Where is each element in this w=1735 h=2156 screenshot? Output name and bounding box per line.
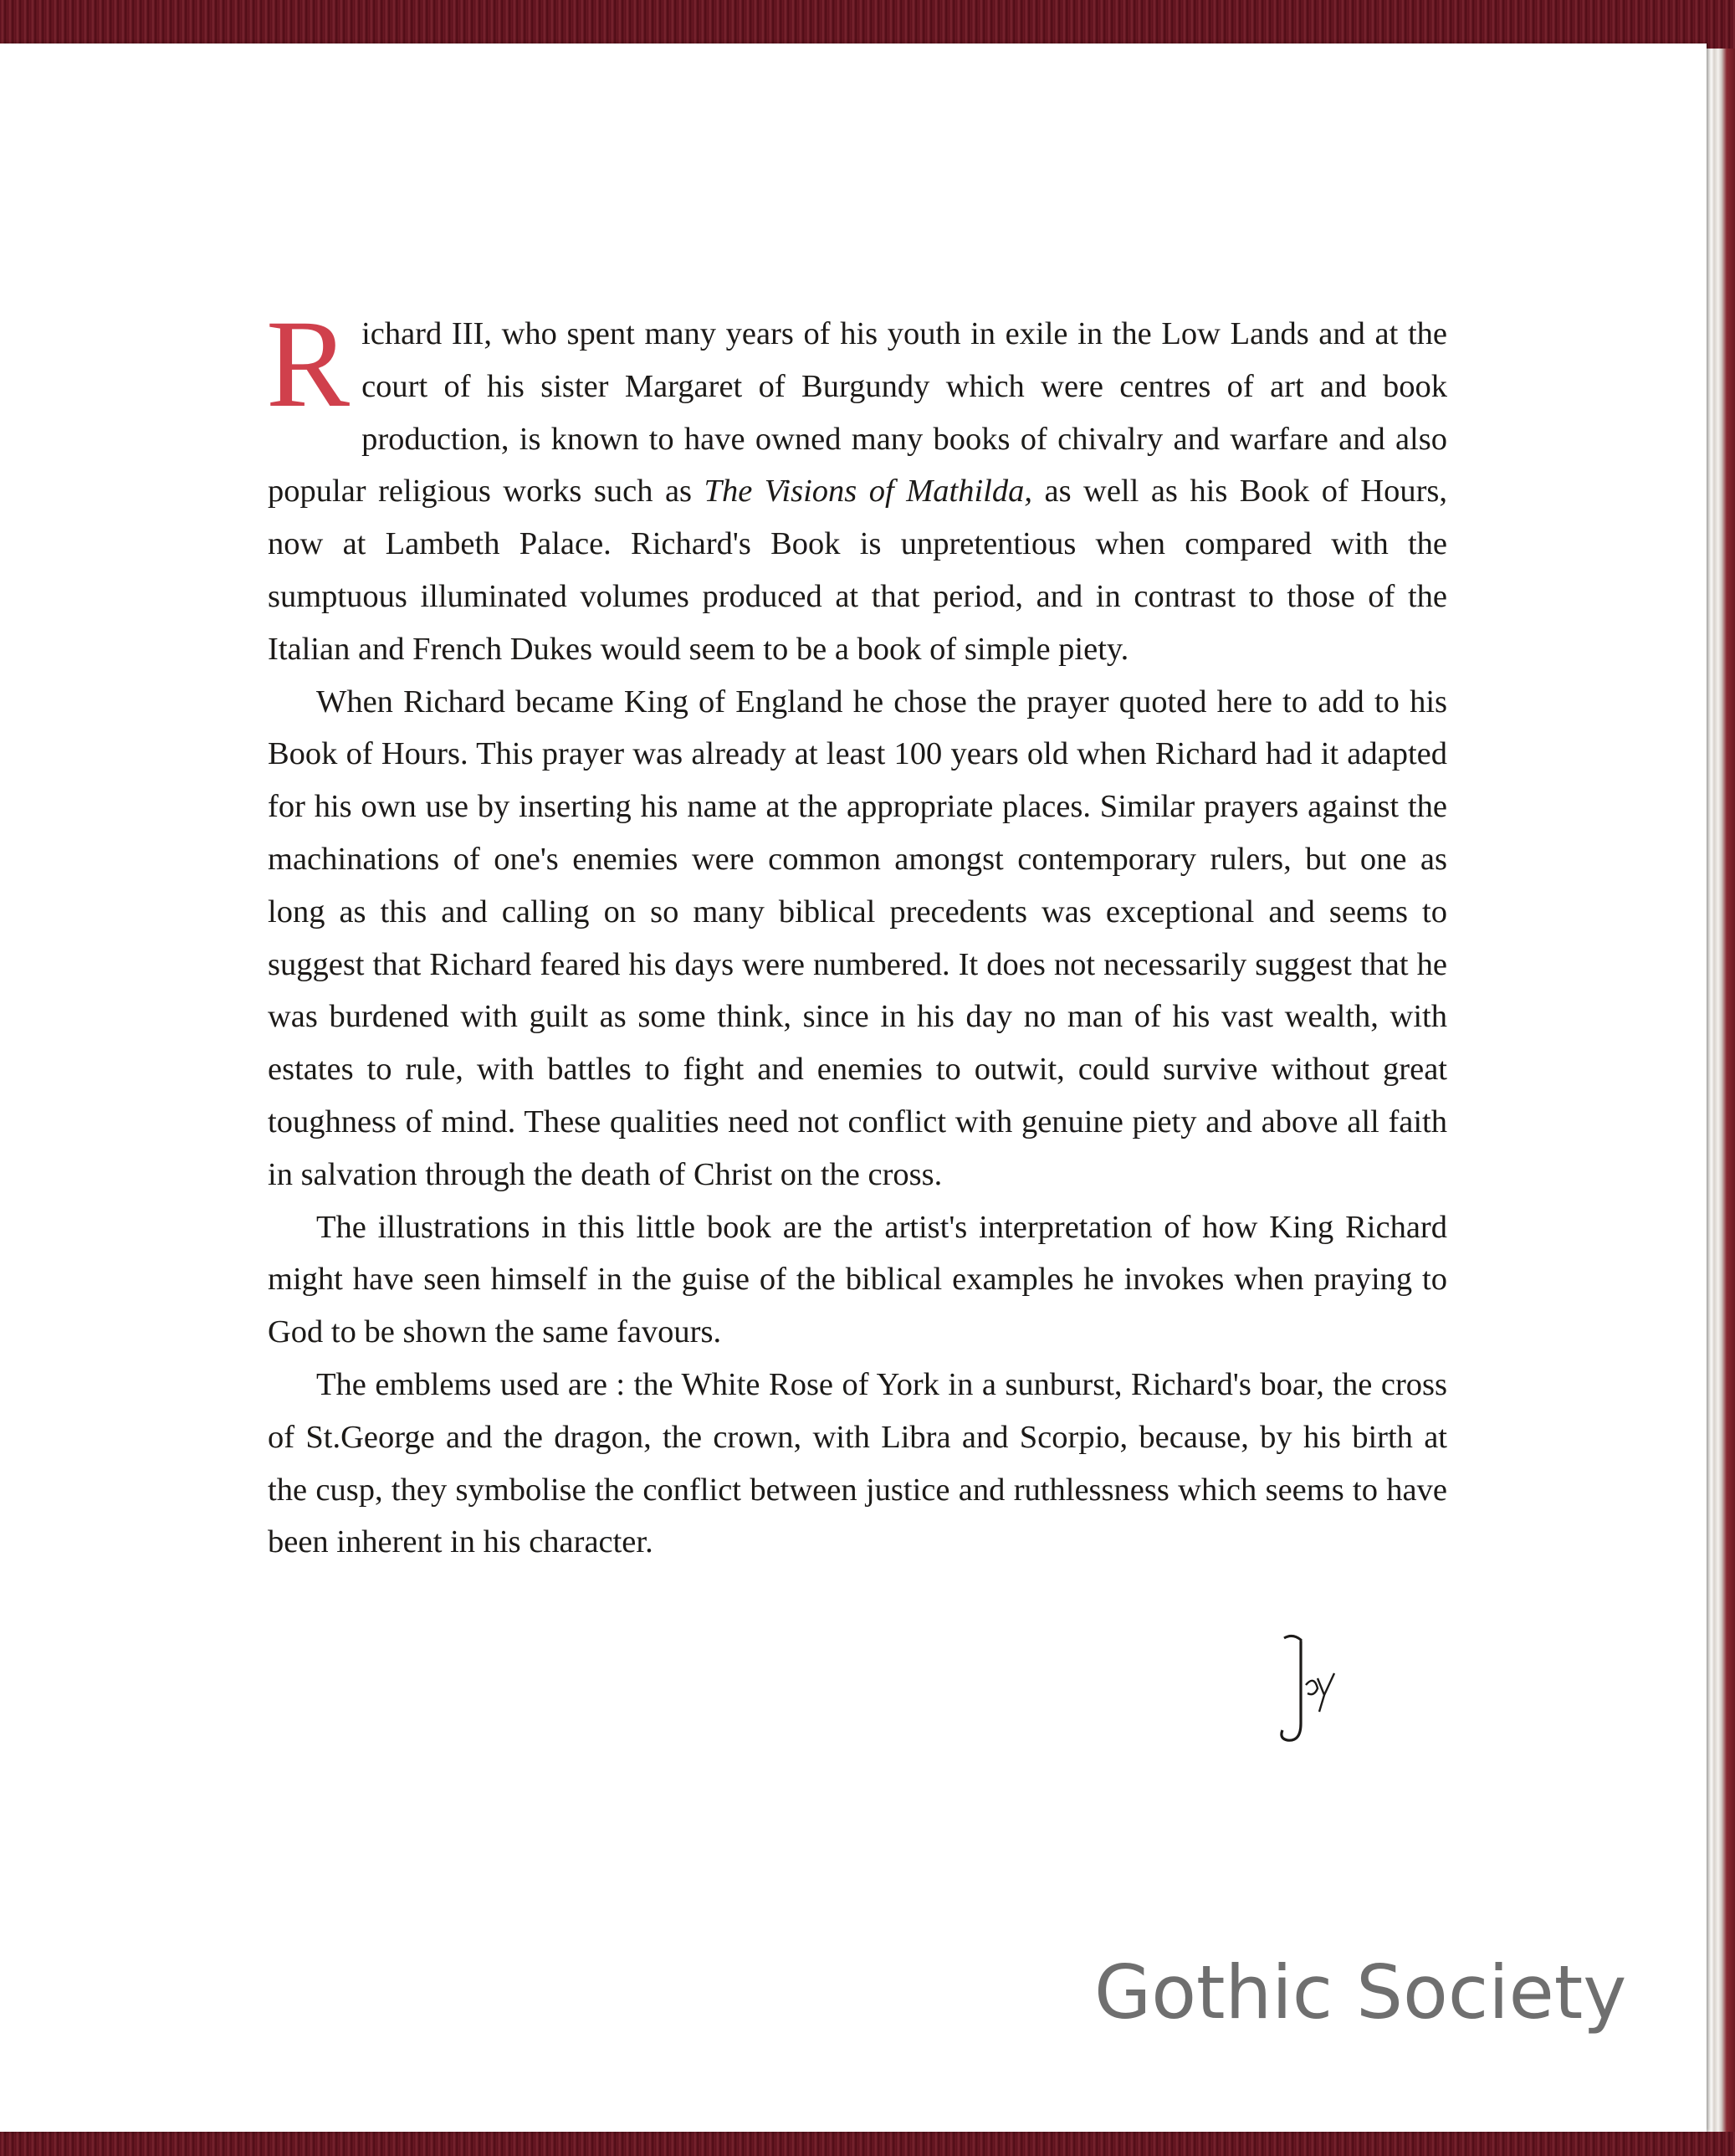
paragraph-1 [266, 294, 1447, 676]
watermark-text: Gothic Society [1094, 1949, 1627, 2036]
paragraph-4: The emblems used are : the White Rose of York in a sunburst, Richard's boar, the cross of St.George and the dragon, the crown, with Libra and Scorpio, because, by his birth at the cusp, they symbolise the conflict between justice and ruthlessness which seems to have been inherent in his character. [268, 1366, 1447, 1560]
paragraph-1-text-b: as well as his Book of Hours, now at Lambeth Palace. Richard's Book is unpretentious when compared with the sumptuous illuminated volumes produced at that period, and in contrast to those of the Italian and French Dukes would seem to be a book of simple piety. [268, 474, 1447, 667]
paragraph-3: The illustrations in this little book are the artist's interpretation of how King Richard might have seen himself in the guise of the biblical examples he invokes when praying to God to be shown the same favours. [268, 1209, 1447, 1350]
book-title-italic: The Visions of Mathilda, [704, 474, 1032, 510]
page-edges [1707, 49, 1735, 2132]
book-cover-bottom [0, 2132, 1735, 2156]
paragraph-2: When Richard became King of England he chose the prayer quoted here to add to his Book of Hours. This prayer was already at least 100 years old when Richard had it adapted for his own use by inserting his name at the appropriate places. Similar prayers against the machinations of one's enemies were common amongst contemporary rulers, but one as long as this and calling on so many biblical precedents was exceptional and seems to suggest that Richard feared his days were numbered. It does not necessarily suggest that he was burdened with guilt as some think, since in his day no man of his vast wealth, with estates to rule, with battles to fight and enemies to outwit, could survive without great toughness of mind. These qualities need not conflict with genuine piety and above all faith in salvation through the death of Christ on the cross. [268, 684, 1447, 1192]
drop-cap: R [266, 294, 351, 433]
paragraph-1-text-a: ichard III, who spent many years of his youth in exile in the Low Lands and at the court of his sister Margaret of Burgundy which were centres of art and book production, is known to have owned many books of chivalry and warfare and also popular religious works such as [268, 316, 1447, 510]
signature-jay [1276, 1631, 1351, 1749]
text-block [266, 294, 1447, 1569]
book-cover-top [0, 0, 1735, 49]
